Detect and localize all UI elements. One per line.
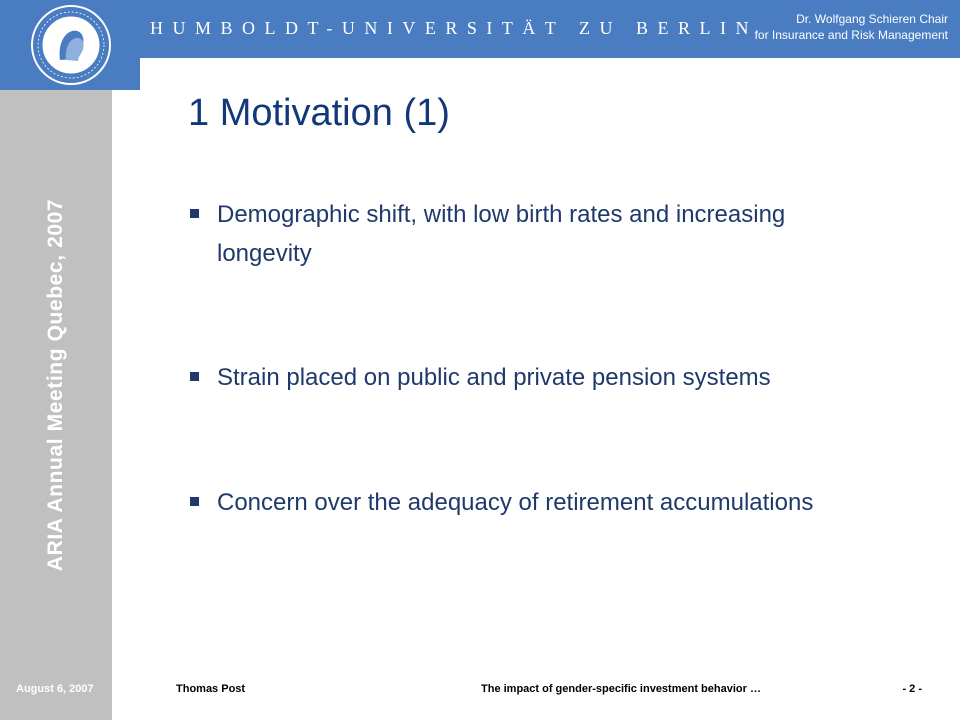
- chair-line-2: for Insurance and Risk Management: [754, 28, 948, 42]
- footer-author: Thomas Post: [176, 683, 246, 695]
- slide-title: 1 Motivation (1): [188, 92, 450, 134]
- bullet-item: [186, 358, 886, 397]
- bullet-text: Strain placed on public and private pension systems: [217, 364, 771, 391]
- page-number: - 2 -: [902, 683, 922, 695]
- square-bullet-icon: [190, 497, 199, 506]
- bullet-item: [186, 483, 886, 522]
- bullet-item: [186, 195, 886, 273]
- square-bullet-icon: [190, 209, 199, 218]
- bullet-text: Demographic shift, with low birth rates and increasing longevity: [217, 201, 786, 267]
- square-bullet-icon: [190, 372, 199, 381]
- footer-talk-title: The impact of gender-specific investment behavior …: [481, 683, 761, 695]
- university-name: HUMBOLDT-UNIVERSITÄT ZU BERLIN: [150, 18, 758, 38]
- footer-date: August 6, 2007: [16, 683, 94, 695]
- bullet-text: Concern over the adequacy of retirement accumulations: [217, 489, 814, 516]
- logo-box: [0, 0, 140, 90]
- chair-info: [755, 11, 948, 43]
- university-seal-icon: [30, 4, 112, 86]
- conference-label: ARIA Annual Meeting Quebec, 2007: [44, 198, 67, 572]
- chair-line-1: Dr. Wolfgang Schieren Chair: [796, 12, 948, 26]
- header-band: [140, 0, 960, 58]
